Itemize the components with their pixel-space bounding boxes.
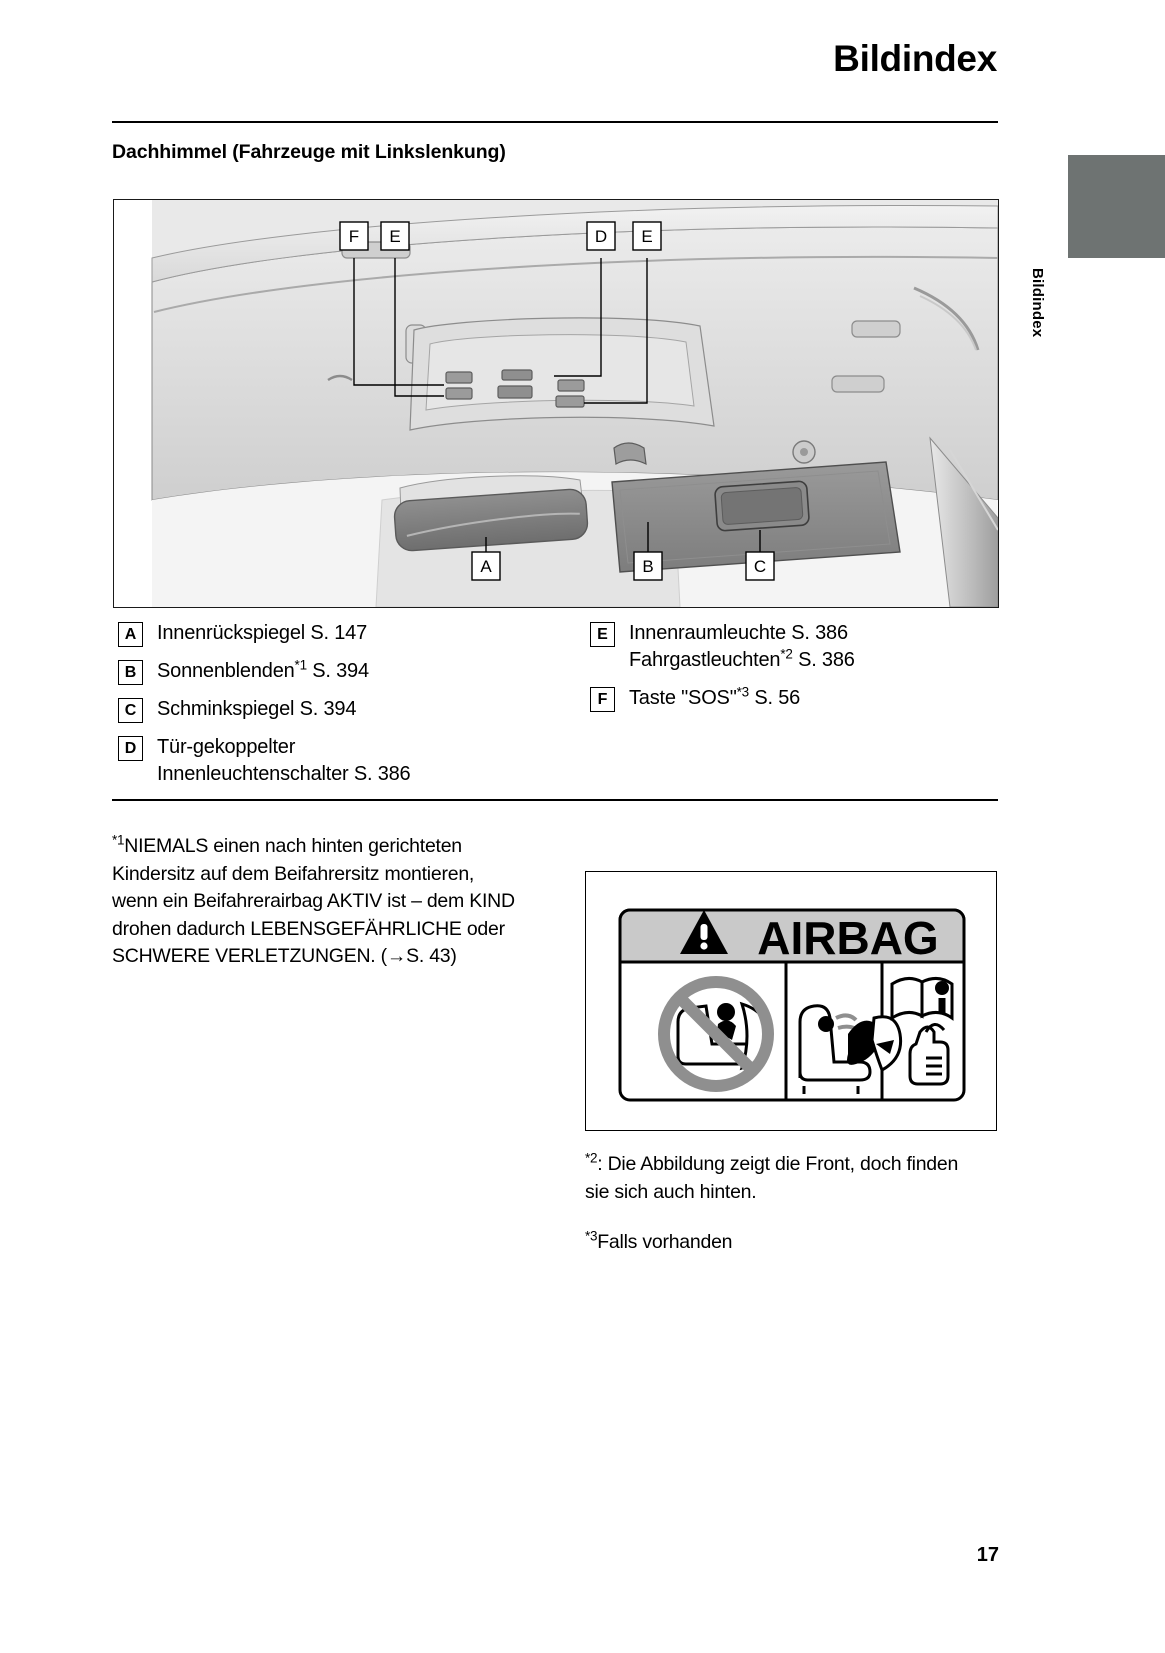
footnote-note-2 xyxy=(585,1150,985,1206)
legend-item-f xyxy=(590,685,1002,712)
footnote-marker-2: *2 xyxy=(585,1150,598,1166)
thumb-tab-marker xyxy=(1068,155,1165,258)
legend-label-d-line2: Innenleuchtenschalter S. 386 xyxy=(157,763,411,785)
legend-column-right xyxy=(590,620,1002,723)
legend-marker-c: C xyxy=(118,698,143,723)
footnote-marker-1: *1 xyxy=(112,832,125,848)
legend-label-e-line2: Fahrgastleuchten$^{*2}$ S. 386 xyxy=(629,646,855,671)
svg-text:A: A xyxy=(480,557,492,576)
manual-book-icon xyxy=(892,978,952,1018)
legend-item-b xyxy=(118,658,588,685)
legend-label-e: Innenraumleuchte S. 386 Fahrgastleuchten$^{*2}$ S. 386 xyxy=(629,620,855,674)
legend-item-a xyxy=(118,620,588,647)
legend-item-d xyxy=(118,734,588,788)
footnote-note-2-text: : Die Abbildung zeigt die Front, doch finden sie sich auch hinten. xyxy=(585,1153,959,1203)
footnote-note-3-text: Falls vorhanden xyxy=(597,1231,733,1253)
footnote-note-1 xyxy=(112,833,522,971)
airbag-label-svg xyxy=(586,872,996,1130)
headliner-illustration xyxy=(113,199,999,608)
header-divider xyxy=(112,121,998,123)
svg-text:C: C xyxy=(753,557,767,576)
page-number: 17 xyxy=(976,1544,999,1566)
legend-marker-b: B xyxy=(118,660,143,685)
legend-label-b: Sonnenblenden$^{*1}$ S. 394 xyxy=(157,657,369,682)
legend-marker-e: E xyxy=(590,622,615,647)
legend-marker-f: F xyxy=(590,687,615,712)
svg-text:F: F xyxy=(348,227,360,246)
footnote-ref-3: *3 xyxy=(736,684,749,700)
legend-divider xyxy=(112,799,998,801)
legend-label-f: Taste "SOS"$^{*3}$ S. 56 xyxy=(629,684,801,709)
svg-text:B: B xyxy=(642,557,654,576)
legend-item-c xyxy=(118,696,588,723)
legend-label-a: Innenrückspiegel S. 147 xyxy=(157,622,367,644)
section-title: Dachhimmel (Fahrzeuge mit Linkslenkung) xyxy=(112,141,506,163)
svg-text:E: E xyxy=(641,227,653,246)
headliner-illustration-svg xyxy=(114,200,998,607)
footnote-note-1-text: NIEMALS einen nach hinten gerichteten Kindersitz auf dem Beifahrersitz montieren, wenn ein Beifahrerairbag AKTIV ist – dem KIND drohen dadurch LEBENSGEFÄHRLICHE oder SCHWERE VERLETZUNGEN. (→S. 43) xyxy=(112,835,515,967)
footnote-ref-1: *1 xyxy=(294,657,307,673)
legend-label-d: Tür-gekoppelter Innenleuchtenschalter S. 386 xyxy=(157,734,410,788)
svg-text:E: E xyxy=(389,227,401,246)
svg-text:D: D xyxy=(594,227,608,246)
legend-column-left xyxy=(118,620,588,799)
footnote-marker-3: *3 xyxy=(585,1228,598,1244)
legend xyxy=(112,620,1002,800)
page-title: Bildindex xyxy=(833,38,997,79)
legend-marker-d: D xyxy=(118,736,143,761)
airbag-warning-label xyxy=(585,871,997,1131)
footnote-note-3 xyxy=(585,1228,985,1256)
legend-item-e xyxy=(590,620,1002,674)
legend-marker-a: A xyxy=(118,622,143,647)
footnote-ref-2: *2 xyxy=(780,646,793,662)
thumb-tab-label: Bildindex xyxy=(1029,268,1046,338)
legend-label-c: Schminkspiegel S. 394 xyxy=(157,698,357,720)
airbag-title-text: AIRBAG xyxy=(757,912,939,964)
footnotes-right xyxy=(585,1150,985,1278)
